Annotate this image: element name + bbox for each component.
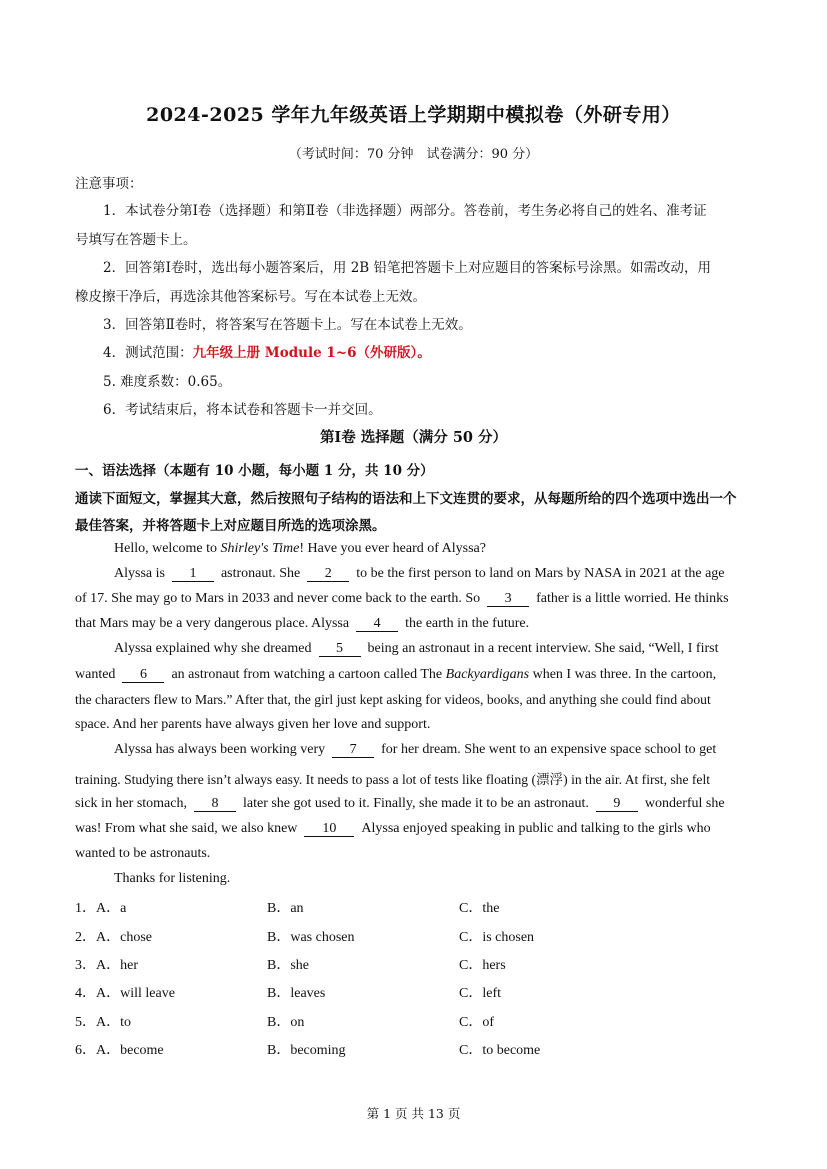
blank-4: 4: [356, 617, 398, 632]
question-3-option-b: B．she: [267, 958, 309, 973]
page-number: 第 1 页 共 13 页: [366, 1106, 461, 1121]
passage-line: Thanks for listening.: [114, 871, 231, 886]
passage-line: space. And her parents have always given her love and support.: [75, 717, 431, 732]
question-1-option-a: 1．A．a: [75, 901, 127, 916]
note-4-prefix: 4．测试范围：: [103, 345, 193, 361]
question-4-option-b: B．leaves: [267, 986, 326, 1001]
question-5-option-c: C．of: [459, 1015, 494, 1030]
note-2: 2．回答第Ⅰ卷时，选出每小题答案后，用 2B 铅笔把答题卡上对应题目的答案标号涂黑。如需改动，用: [103, 260, 712, 276]
notes-heading: 注意事项：: [75, 176, 143, 192]
blank-2: 2: [307, 567, 349, 582]
note-2-cont: 橡皮擦干净后，再选涂其他答案标号。写在本试卷上无效。: [75, 289, 426, 305]
question-3-option-a: 3．A．her: [75, 958, 138, 973]
blank-1: 1: [172, 567, 214, 582]
cartoon-name: Backyardigans: [445, 667, 530, 682]
blank-10: 10: [304, 822, 354, 837]
question-5-option-b: B．on: [267, 1015, 305, 1030]
passage-line: the characters flew to Mars.” After that, the girl just kept asking for videos, books, and anything she could find about: [75, 692, 711, 707]
question-6-option-a: 6．A．become: [75, 1043, 164, 1058]
page-title: 2024-2025 学年九年级英语上学期期中模拟卷（外研专用）: [146, 104, 681, 126]
blank-8: 8: [194, 797, 236, 812]
passage-line: of 17. She may go to Mars in 2033 and never come back to the earth. So 3 father is a little worried. He thinks: [75, 591, 729, 606]
passage-line: wanted to be astronauts.: [75, 846, 211, 861]
passage-line: wanted 6 an astronaut from watching a cartoon called The Backyardigans when I was three. In the cartoon,: [75, 667, 717, 682]
exam-info: （考试时间：70 分钟 试卷满分：90 分）: [288, 147, 539, 162]
question-2-option-c: C．is chosen: [459, 930, 535, 945]
part-title: 第Ⅰ卷 选择题（满分 50 分）: [319, 429, 508, 446]
passage-line: that Mars may be a very dangerous place. Alyssa 4 the earth in the future.: [75, 616, 530, 631]
test-scope: 九年级上册 Module 1~6（外研版）: [192, 345, 418, 361]
passage-line: Alyssa has always been working very 7 for her dream. She went to an expensive space school to get: [114, 742, 717, 757]
section-instructions: 通读下面短文，掌握其大意，然后按照句子结构的语法和上下文连贯的要求，从每题所给的四个选项中选出一个: [75, 491, 737, 507]
note-4-suffix: 。: [417, 345, 431, 361]
question-1-option-b: B．an: [267, 901, 304, 916]
note-1: 1．本试卷分第Ⅰ卷（选择题）和第Ⅱ卷（非选择题）两部分。答卷前，考生务必将自己的姓名、准考证: [103, 203, 707, 219]
blank-9: 9: [596, 797, 638, 812]
note-6: 6．考试结束后，将本试卷和答题卡一并交回。: [103, 402, 382, 418]
blank-3: 3: [487, 592, 529, 607]
passage-line: sick in her stomach, 8 later she got used to it. Finally, she made it to be an astronaut. 9 wonderful she: [75, 796, 725, 811]
note-4: [103, 341, 431, 361]
question-6-option-c: C．to become: [459, 1043, 541, 1058]
question-4-option-c: C．left: [459, 986, 501, 1001]
note-1-cont: 号填写在答题卡上。: [75, 232, 197, 248]
section-instructions-cont: 最佳答案，并将答题卡上对应题目所选的选项涂黑。: [75, 518, 386, 534]
question-5-option-a: 5．A．to: [75, 1015, 131, 1030]
passage-line: Hello, welcome to Shirley's Time! Have you ever heard of Alyssa?: [114, 541, 486, 556]
question-3-option-c: C．hers: [459, 958, 506, 973]
question-4-option-a: 4．A．will leave: [75, 986, 175, 1001]
blank-7: 7: [332, 743, 374, 758]
passage-line: was! From what she said, we also knew 10 Alyssa enjoyed speaking in public and talking to the girls who: [75, 821, 711, 836]
blank-5: 5: [319, 642, 361, 657]
question-6-option-b: B．becoming: [267, 1043, 346, 1058]
note-5: 5. 难度系数：0.65。: [103, 374, 232, 390]
question-2-option-b: B．was chosen: [267, 930, 355, 945]
question-1-option-c: C．the: [459, 901, 500, 916]
passage-line: Alyssa explained why she dreamed 5 being an astronaut in a recent interview. She said, “Well, I first: [114, 641, 719, 656]
question-2-option-a: 2．A．chose: [75, 930, 152, 945]
show-name: Shirley's Time: [220, 541, 300, 556]
note-3: 3．回答第Ⅱ卷时，将答案写在答题卡上。写在本试卷上无效。: [103, 317, 472, 333]
passage-line: training. Studying there isn’t always easy. It needs to pass a lot of tests like floating (漂浮) in the air. At first, she felt: [75, 772, 711, 787]
blank-6: 6: [122, 668, 164, 683]
passage-line: Alyssa is 1 astronaut. She 2 to be the first person to land on Mars by NASA in 2021 at the age: [114, 566, 725, 581]
section-heading: 一、语法选择（本题有 10 小题，每小题 1 分，共 10 分）: [75, 463, 434, 479]
